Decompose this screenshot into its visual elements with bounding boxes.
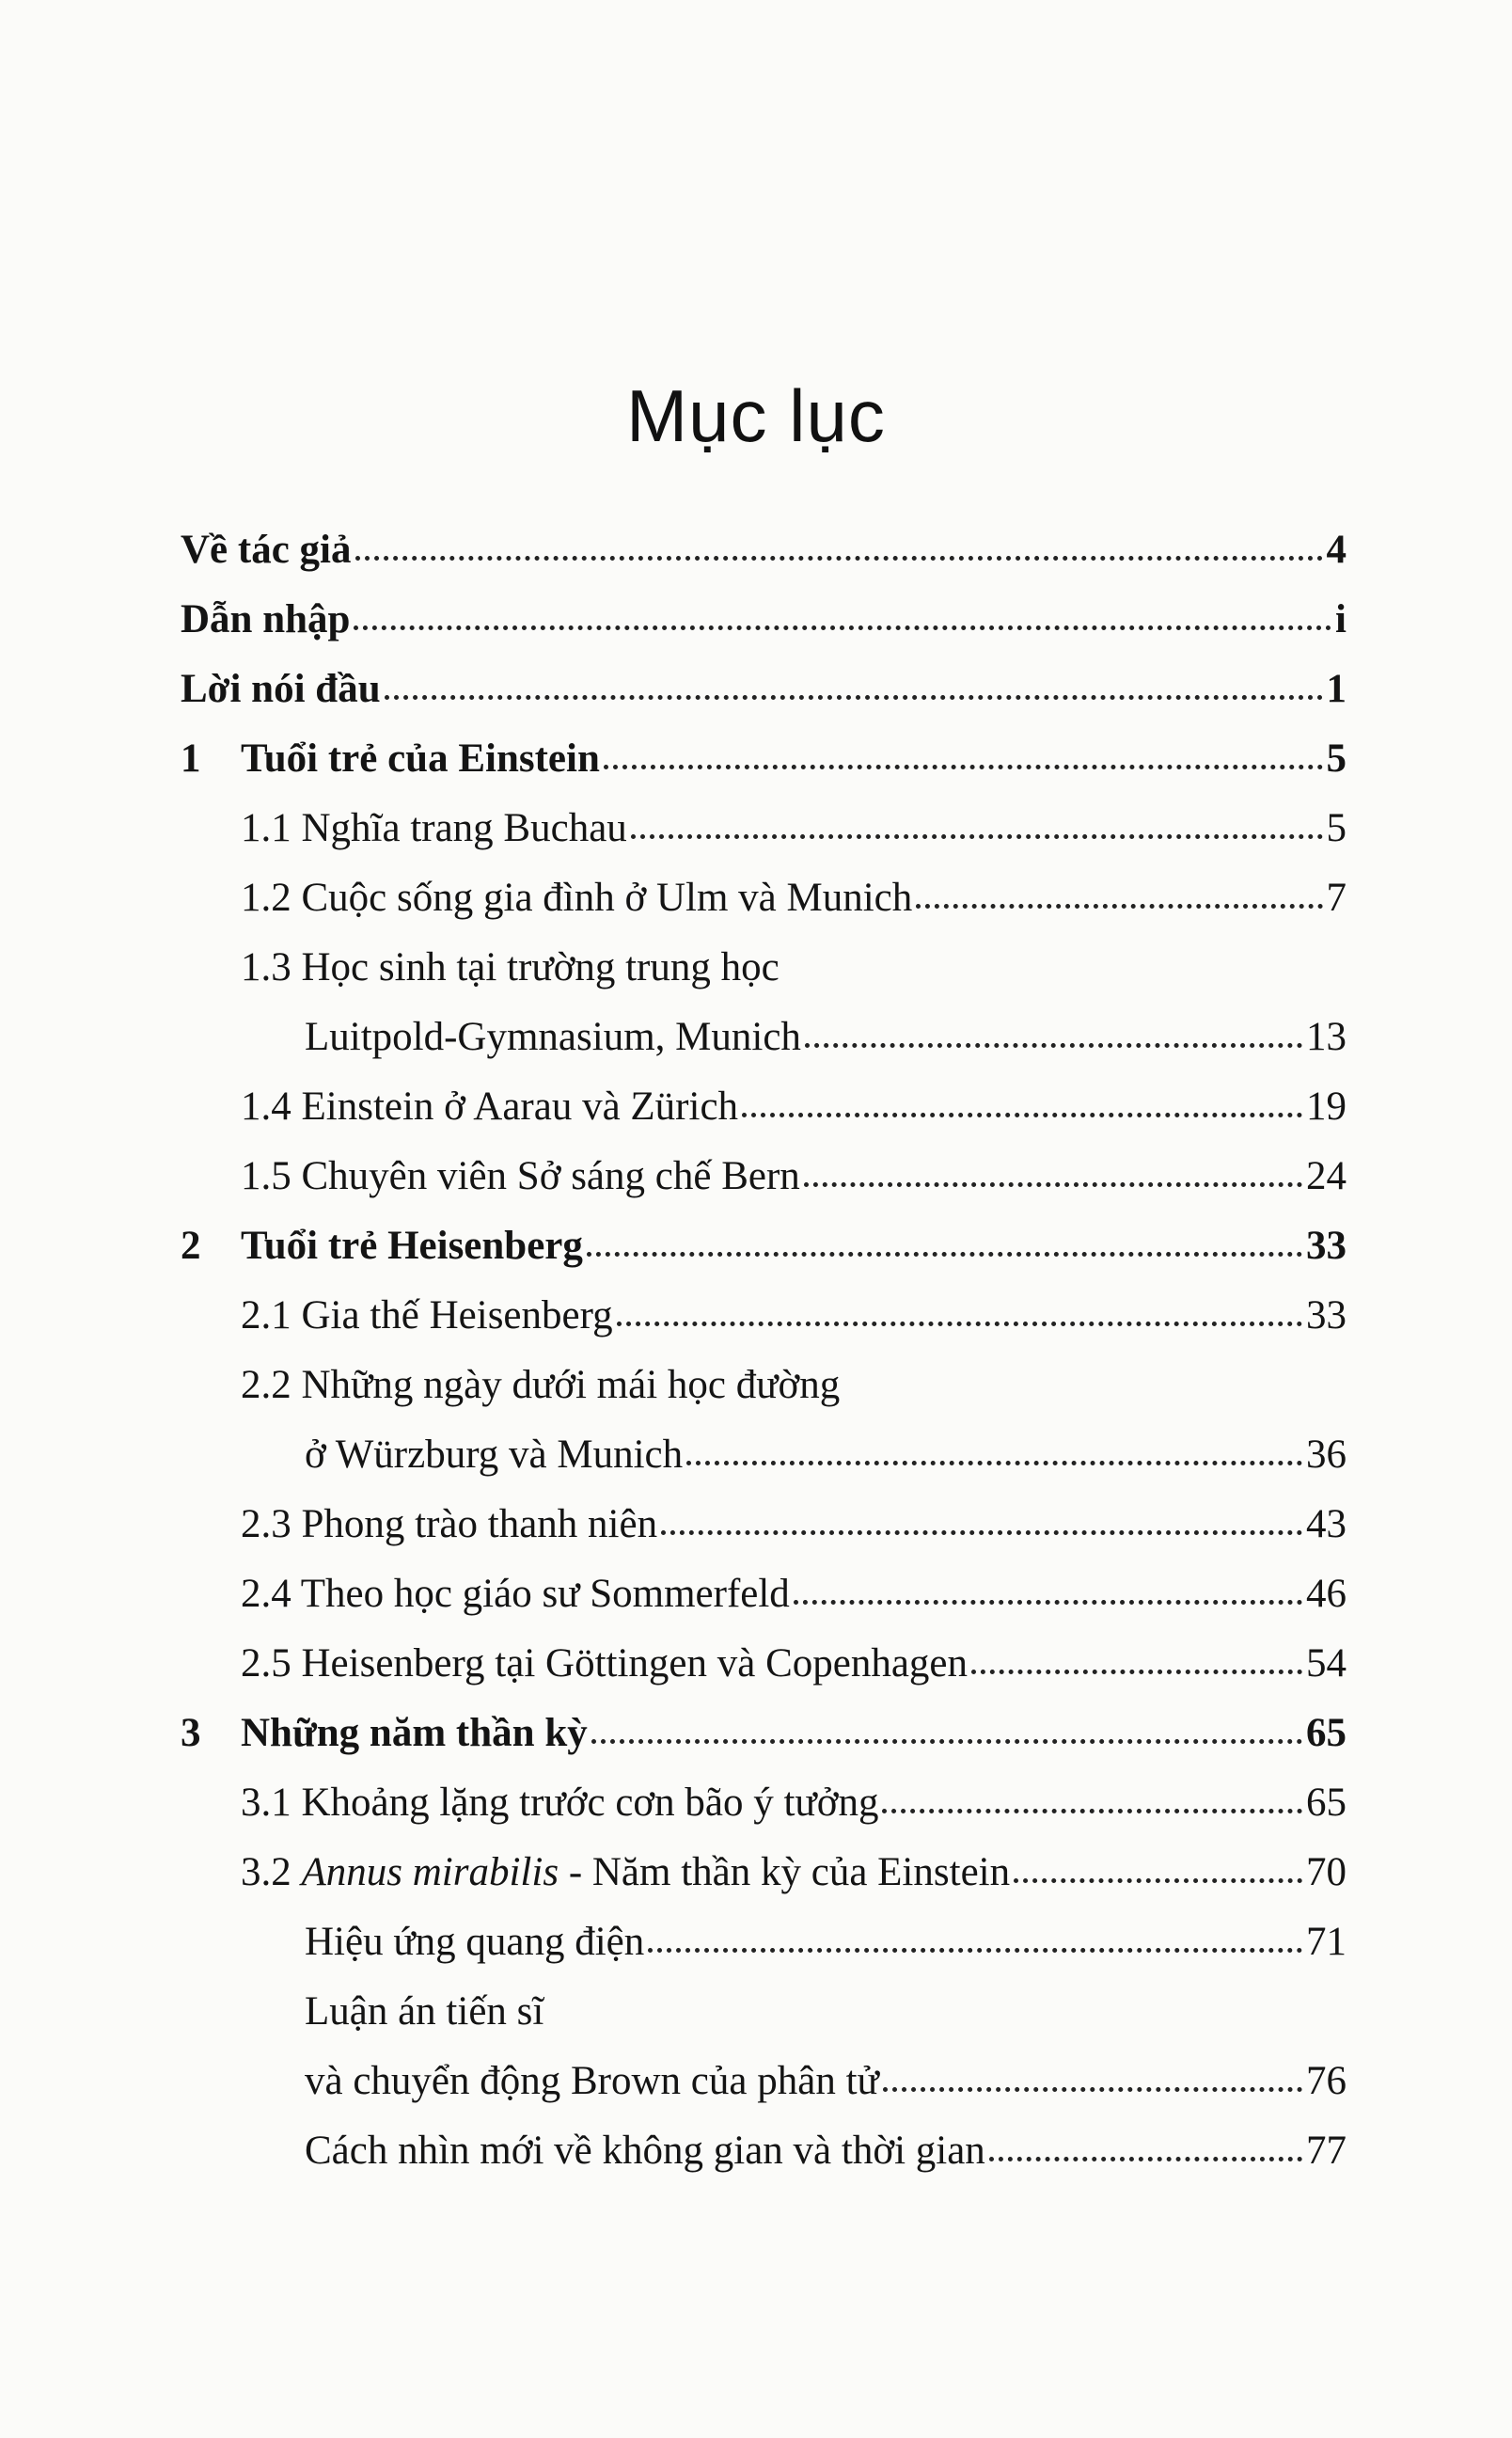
- toc-page-number: 5: [1326, 736, 1347, 781]
- page-title: Mục lục: [626, 374, 886, 458]
- toc-leader-dots: [355, 546, 1323, 561]
- toc-page-number: 4: [1326, 528, 1347, 572]
- toc-leader-dots: [661, 1521, 1302, 1535]
- toc-entry: [181, 794, 1347, 863]
- toc-leader-dots: [794, 1591, 1302, 1605]
- toc-entry-label: Về tác giả: [181, 528, 352, 572]
- toc-entry-label: Luận án tiến sĩ: [305, 1989, 544, 2034]
- toc-entry-label: ở Würzburg và Munich: [305, 1433, 684, 1477]
- toc-entry: [181, 1838, 1347, 1908]
- toc-entry-label: 2.4 Theo học giáo sư Sommerfeld: [241, 1572, 790, 1616]
- toc-entry-label: 1.2 Cuộc sống gia đình ở Ulm và Munich: [241, 876, 913, 920]
- toc-entry-label: Lời nói đầu: [181, 667, 381, 711]
- toc-entry-label: và chuyển động Brown của phân tử: [305, 2059, 879, 2103]
- toc-entry: [181, 1003, 1347, 1072]
- toc-entry: [181, 1490, 1347, 1559]
- toc-entry-number: 3: [181, 1711, 201, 1755]
- toc-leader-dots: [805, 1034, 1302, 1048]
- toc-page-number: 54: [1306, 1641, 1347, 1686]
- toc-page-number: 71: [1306, 1920, 1347, 1964]
- toc-entry: [181, 1768, 1347, 1838]
- toc-leader-dots: [989, 2147, 1302, 2161]
- toc-page-number: 76: [1306, 2059, 1347, 2103]
- toc-leader-dots: [804, 1173, 1302, 1187]
- toc-leader-dots: [617, 1312, 1302, 1326]
- toc-leader-dots: [686, 1451, 1302, 1465]
- toc-entry-label: 1.5 Chuyên viên Sở sáng chế Bern: [241, 1154, 800, 1198]
- toc-leader-dots: [591, 1730, 1302, 1744]
- toc-entry: [181, 1142, 1347, 1211]
- toc-entry: [181, 933, 1347, 1003]
- toc-leader-dots: [604, 755, 1323, 769]
- toc-entry-label: 1.3 Học sinh tại trường trung học: [241, 945, 780, 989]
- toc-entry-label: 3.1 Khoảng lặng trước cơn bão ý tưởng: [241, 1781, 879, 1825]
- toc-entry-label: 1.4 Einstein ở Aarau và Zürich: [241, 1084, 739, 1129]
- toc-leader-dots: [916, 894, 1322, 909]
- toc-leader-dots: [971, 1660, 1302, 1674]
- toc-entry-label: 2.5 Heisenberg tại Göttingen và Copenhagen: [241, 1641, 969, 1686]
- toc-page-number: 77: [1306, 2129, 1347, 2173]
- toc-entry-label: 2.3 Phong trào thanh niên: [241, 1502, 658, 1546]
- toc-entry-number: 1: [181, 736, 201, 781]
- toc-entry: [181, 585, 1347, 655]
- toc-entry: [181, 2047, 1347, 2116]
- toc-entry: [181, 1977, 1347, 2047]
- toc-entry: [181, 724, 1347, 794]
- toc-page-number: 70: [1306, 1850, 1347, 1894]
- toc-entry-label: Luitpold-Gymnasium, Munich: [305, 1015, 801, 1059]
- toc-page-number: 13: [1306, 1015, 1347, 1059]
- toc-entry: [181, 1351, 1347, 1420]
- toc-entry: [181, 1559, 1347, 1629]
- toc-page-number: i: [1335, 597, 1347, 641]
- toc-page-number: 65: [1306, 1711, 1347, 1755]
- toc-entry: [181, 1420, 1347, 1490]
- toc-entry-label: Cách nhìn mới về không gian và thời gian: [305, 2129, 985, 2173]
- toc-leader-dots: [587, 1243, 1302, 1257]
- toc-entry-label: Dẫn nhập: [181, 597, 351, 641]
- toc-entry-number: 2: [181, 1224, 201, 1268]
- toc-page-number: 5: [1326, 806, 1347, 850]
- table-of-contents: [181, 515, 1347, 2186]
- toc-leader-dots: [1014, 1869, 1302, 1883]
- toc-entry-label: 2.2 Những ngày dưới mái học đường: [241, 1363, 841, 1407]
- toc-entry: [181, 863, 1347, 933]
- toc-entry-label: 2.1 Gia thế Heisenberg: [241, 1293, 613, 1338]
- toc-entry-label: 1.1 Nghĩa trang Buchau: [241, 806, 627, 850]
- toc-leader-dots: [882, 1799, 1302, 1813]
- toc-page-number: 33: [1306, 1224, 1347, 1268]
- toc-entry: [181, 1072, 1347, 1142]
- toc-entry-label: 3.2 Annus mirabilis - Năm thần kỳ của Einstein: [241, 1850, 1011, 1894]
- toc-page-number: 46: [1306, 1572, 1347, 1616]
- toc-entry-label: Tuổi trẻ của Einstein: [241, 736, 600, 781]
- toc-entry: [181, 1908, 1347, 1977]
- toc-leader-dots: [883, 2078, 1302, 2092]
- toc-entry: [181, 1629, 1347, 1699]
- toc-leader-dots: [354, 616, 1331, 630]
- toc-leader-dots: [385, 686, 1323, 700]
- toc-page-number: 24: [1306, 1154, 1347, 1198]
- toc-page-number: 43: [1306, 1502, 1347, 1546]
- toc-entry-label: Những năm thần kỳ: [241, 1711, 588, 1755]
- toc-page-number: 19: [1306, 1084, 1347, 1129]
- toc-entry: [181, 655, 1347, 724]
- toc-page-number: 36: [1306, 1433, 1347, 1477]
- toc-entry: [181, 515, 1347, 585]
- toc-leader-dots: [742, 1103, 1302, 1117]
- toc-entry: [181, 2116, 1347, 2186]
- toc-entry-label: Hiệu ứng quang điện: [305, 1920, 645, 1964]
- toc-entry-label-italic: Annus mirabilis: [301, 1850, 559, 1894]
- toc-page-number: 1: [1326, 667, 1347, 711]
- toc-entry: [181, 1281, 1347, 1351]
- toc-leader-dots: [631, 825, 1323, 839]
- toc-entry-label: Tuổi trẻ Heisenberg: [241, 1224, 583, 1268]
- toc-entry: [181, 1699, 1347, 1768]
- toc-entry: [181, 1211, 1347, 1281]
- toc-page-number: 65: [1306, 1781, 1347, 1825]
- toc-page-number: 7: [1326, 876, 1347, 920]
- toc-page-number: 33: [1306, 1293, 1347, 1338]
- toc-leader-dots: [648, 1939, 1302, 1953]
